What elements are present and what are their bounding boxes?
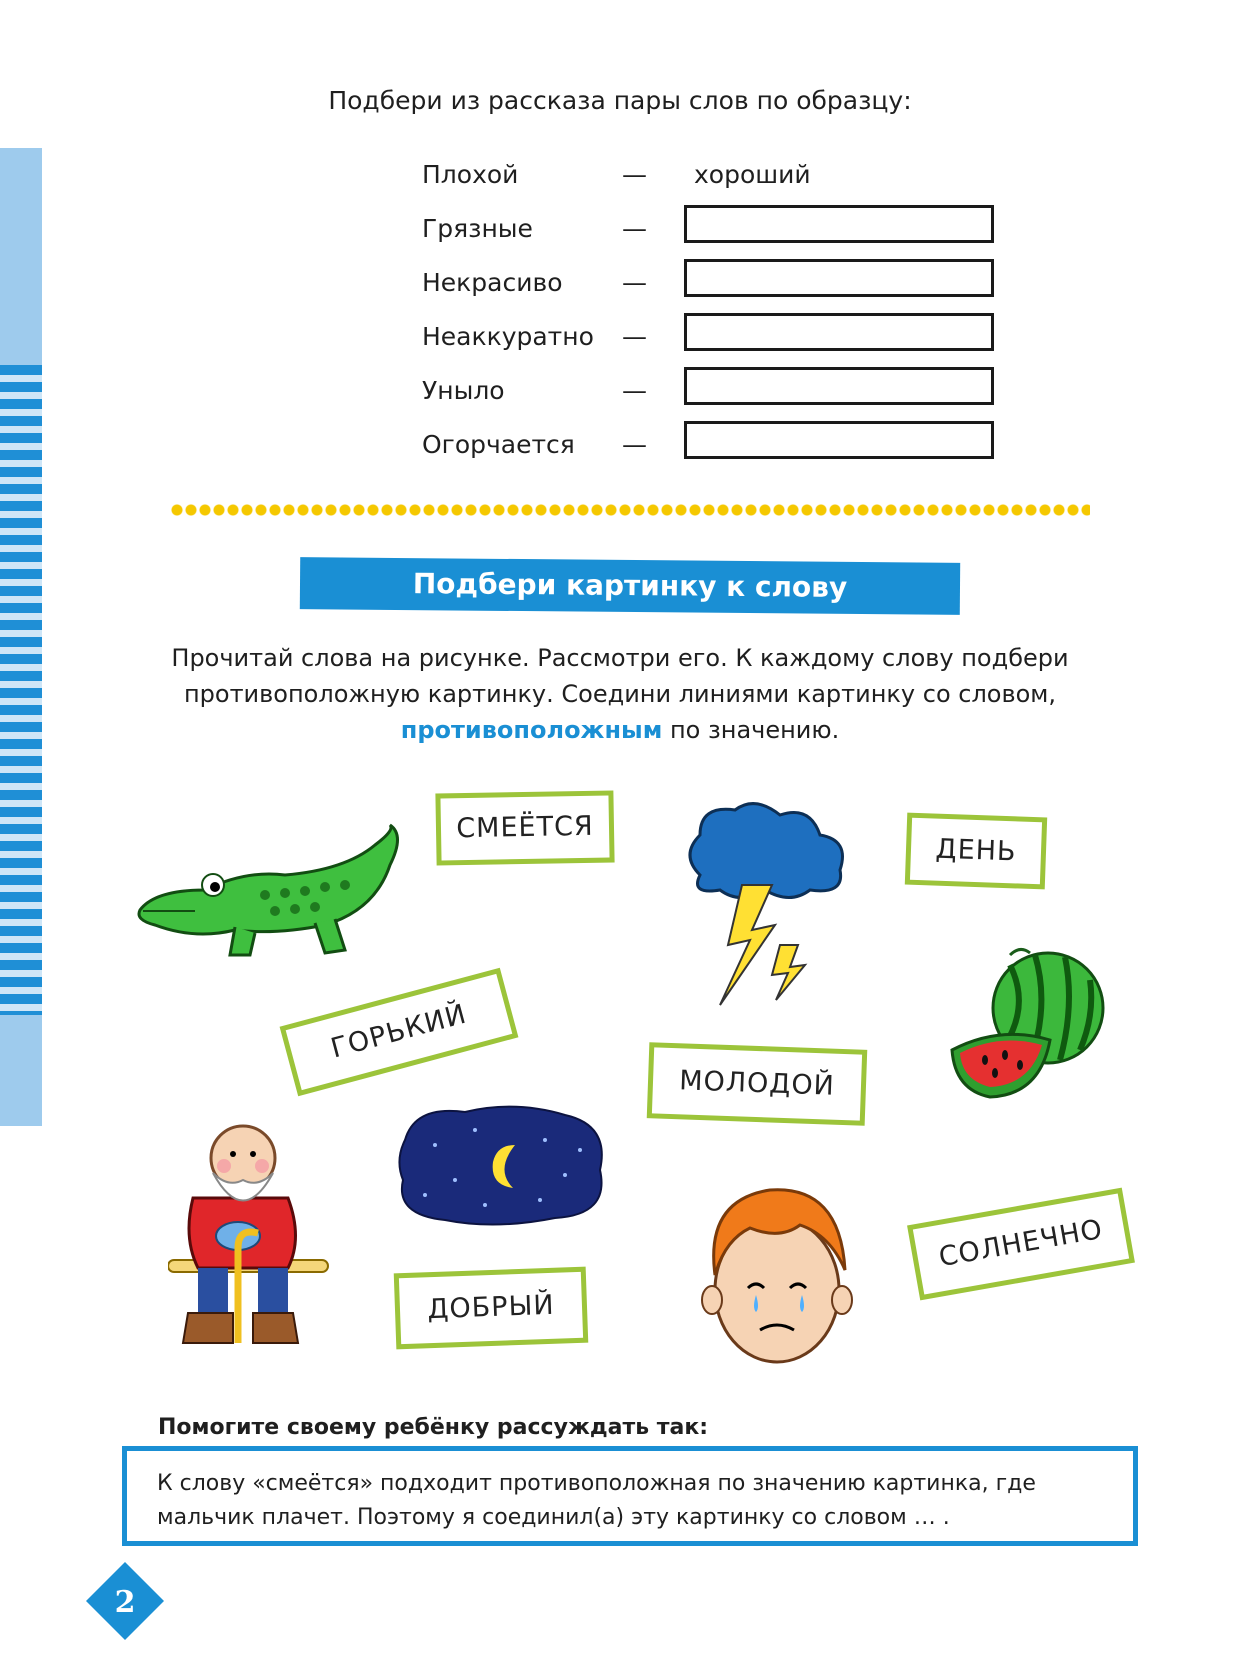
watermelon-icon[interactable] xyxy=(950,945,1110,1115)
task-paragraph xyxy=(150,640,1090,748)
sample-answer: хороший xyxy=(694,160,811,189)
word-card-solnechno[interactable]: СОЛНЕЧНО xyxy=(907,1188,1135,1301)
section-title: Подбери картинку к слову xyxy=(300,557,960,615)
pair-dash: — xyxy=(622,268,647,297)
paragraph-text: Прочитай слова на рисунке. Рассмотри его. К каждому слову подбери противоположную картинку. Соедини линиями картинку со словом, xyxy=(171,644,1069,708)
answer-box[interactable] xyxy=(684,313,994,351)
help-box xyxy=(122,1446,1138,1546)
pair-dash: — xyxy=(622,376,647,405)
paragraph-highlight: противоположным xyxy=(400,716,663,744)
dotted-divider xyxy=(170,503,1090,517)
side-stripe-lines xyxy=(0,365,42,1015)
pair-word: Огорчается xyxy=(422,430,575,459)
word-card-gorkiy[interactable]: ГОРЬКИЙ xyxy=(280,968,519,1097)
pair-word: Плохой xyxy=(422,160,519,189)
crocodile-icon[interactable] xyxy=(135,815,415,965)
pair-dash: — xyxy=(622,430,647,459)
pair-dash: — xyxy=(622,214,647,243)
pairs-instruction: Подбери из рассказа пары слов по образцу: xyxy=(328,86,912,115)
paragraph-text-end: по значению. xyxy=(669,716,840,744)
help-line-1: К слову «смеётся» подходит противоположная по значению картинка, где xyxy=(157,1471,1036,1496)
crying-boy-icon[interactable] xyxy=(690,1180,865,1370)
pair-dash: — xyxy=(622,322,647,351)
pair-word: Грязные xyxy=(422,214,533,243)
word-card-smeetsya[interactable]: СМЕЁТСЯ xyxy=(435,790,614,865)
answer-box[interactable] xyxy=(684,205,994,243)
storm-cloud-icon[interactable] xyxy=(680,795,855,1015)
answer-box[interactable] xyxy=(684,259,994,297)
answer-box[interactable] xyxy=(684,367,994,405)
help-line-2: мальчик плачет. Поэтому я соединил(а) эту картинку со словом … . xyxy=(157,1505,950,1530)
help-title: Помогите своему ребёнку рассуждать так: xyxy=(158,1415,709,1440)
old-man-icon[interactable] xyxy=(168,1118,333,1358)
pair-word: Неаккуратно xyxy=(422,322,594,351)
pair-word: Уныло xyxy=(422,376,505,405)
answer-box[interactable] xyxy=(684,421,994,459)
pair-word: Некрасиво xyxy=(422,268,563,297)
pair-dash: — xyxy=(622,160,647,189)
night-sky-icon[interactable] xyxy=(395,1100,610,1230)
word-card-dobryy[interactable]: ДОБРЫЙ xyxy=(394,1267,589,1350)
page-number: 2 xyxy=(114,1585,136,1620)
word-card-molodoy[interactable]: МОЛОДОЙ xyxy=(647,1042,868,1126)
word-card-den[interactable]: ДЕНЬ xyxy=(905,813,1047,890)
page-number-badge xyxy=(84,1560,166,1642)
